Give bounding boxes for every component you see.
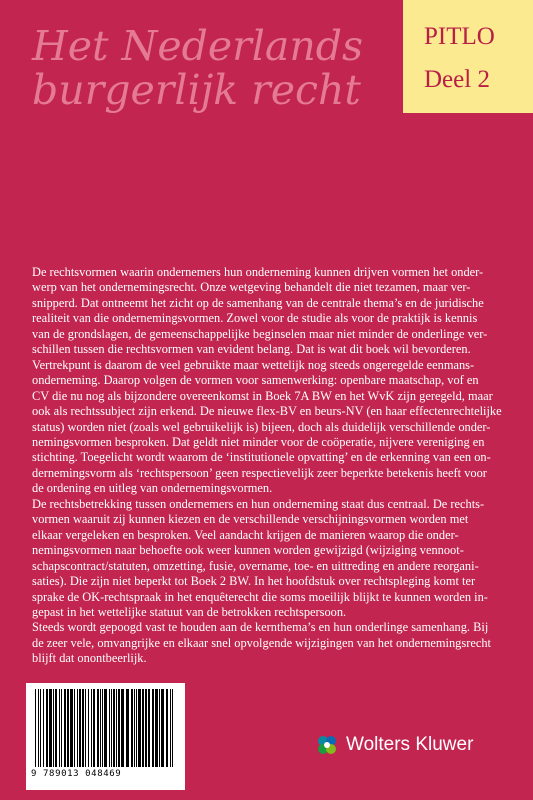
- barcode-bar: [118, 689, 120, 767]
- blurb-line: nemingsvormen naar behoefte ook weer kunnen worden gewijzigd (wijziging vennoot-: [32, 543, 464, 558]
- barcode-bar: [111, 689, 112, 767]
- barcode-bar: [166, 689, 168, 767]
- barcode-bar: [159, 689, 160, 767]
- isbn-number: 9 789013 048469: [31, 769, 122, 779]
- blurb-line: schillen tussen die rechtsvormen van evident belang. Dat is wat dit boek wil bevorderen.: [32, 342, 471, 357]
- barcode-bar: [148, 689, 150, 767]
- barcode-bar: [38, 689, 39, 767]
- blurb-line: saties). Die zijn niet beperkt tot Boek 2 BW. In het hoofdstuk over rechtspleging komt ter: [32, 574, 476, 589]
- barcode-bar: [155, 689, 158, 767]
- blurb-line: stichting. Toegelicht wordt waarom de ‘institutionele opvatting’ en de erkenning van een on-: [32, 450, 491, 465]
- publisher-name: Wolters Kluwer: [346, 734, 474, 755]
- barcode-bar: [104, 689, 107, 767]
- barcode-bar: [55, 689, 57, 767]
- barcode-bar: [64, 689, 66, 767]
- barcode-bar: [109, 689, 110, 767]
- blurb-line: blijft dat onontbeerlijk.: [32, 651, 147, 666]
- barcode-bar: [136, 689, 137, 767]
- wolters-kluwer-logo-icon: [315, 733, 339, 757]
- blurb-line: de ordening en uitleg van ondernemingsvormen.: [32, 481, 273, 496]
- barcode-bar: [113, 689, 115, 767]
- barcode-bar: [91, 689, 92, 767]
- barcode-bar: [138, 689, 141, 767]
- blurb-line: schapscontract/statuten, omzetting, fusie, overname, toe- en uittreding en andere reorgani-: [32, 558, 479, 573]
- blurb-line: CV die nu nog als bijzondere overeenkomst in Boek 7A BW en het WvK zijn geregeld, maar: [32, 388, 493, 403]
- blurb-line: werp van het ondernemingsrecht. Onze wetgeving behandelt die niet tezamen, maar ver-: [32, 280, 471, 295]
- series-name: PITLO: [424, 23, 495, 50]
- barcode-bar: [77, 689, 78, 767]
- series-label-box: [403, 0, 533, 113]
- barcode-bar: [67, 689, 69, 767]
- barcode-bar: [134, 689, 135, 767]
- book-title-line-2: burgerlijk recht: [32, 66, 361, 114]
- barcode-bar: [79, 689, 81, 767]
- book-title: [32, 24, 392, 112]
- barcode-bar: [70, 689, 73, 767]
- barcode-bar: [102, 689, 103, 767]
- blurb-line: onderneming. Daarop volgen de vormen voor samenwerking: openbare maatschap, vof en: [32, 373, 479, 388]
- book-title-line-1: Het Nederlands: [32, 22, 364, 70]
- blurb-line: sprake de OK-rechtspraak in het enquêterecht die soms moeilijk blijkt te kunnen worden in-: [32, 589, 488, 604]
- blurb-line: Steeds wordt gepoogd vast te houden aan de kernthema’s en hun onderlinge samenhang. Bij: [32, 620, 489, 635]
- barcode-bar: [53, 689, 54, 767]
- barcode-bar: [161, 689, 164, 767]
- barcode-bar: [126, 689, 129, 767]
- blurb-line: gepast in het wettelijke statuut van de betrokken rechtspersoon.: [32, 604, 347, 619]
- blurb-line: Vertrekpunt is daarom de veel gebruikte maar wettelijk nog steeds ongeregelde eenmans-: [32, 357, 475, 372]
- barcode-bar: [49, 689, 52, 767]
- barcode-area: [26, 683, 185, 790]
- blurb-line: ook als rechtssubject zijn erkend. De nieuwe flex-BV en beurs-NV (en haar effectenrechtelijke: [32, 404, 502, 419]
- barcode-bar: [61, 689, 62, 767]
- blurb-line: elkaar vergeleken en besproken. Veel aandacht krijgen de manieren waarop die onder-: [32, 527, 459, 542]
- blurb-line: status) worden niet (zoals wel gebruikelijk is) bijeen, doch als duidelijk verschillende onder-: [32, 419, 491, 434]
- barcode-bar: [97, 689, 99, 767]
- blurb-line: De rechtsvormen waarin ondernemers hun onderneming kunnen drijven vormen het onder-: [32, 265, 484, 279]
- barcode-image: [33, 689, 178, 769]
- barcode-bar: [131, 689, 133, 767]
- barcode-bar: [35, 689, 36, 767]
- barcode-bar: [145, 689, 147, 767]
- barcode-bar: [170, 689, 171, 767]
- blurb-line: De rechtsbetrekking tussen ondernemers en hun onderneming staat dus centraal. De rechts-: [32, 496, 485, 511]
- blurb-line: de zeer vele, omvangrijke en elkaar snel opvolgende wijzigingen van het ondernemingsrecht: [32, 635, 491, 650]
- barcode-bar: [142, 689, 144, 767]
- barcode-bar: [74, 689, 75, 767]
- part-number: Deel 2: [424, 66, 490, 93]
- blurb-line: vormen waaruit zij kunnen kiezen en de verschillende verschijningsvormen worden met: [32, 512, 469, 527]
- barcode-bar: [93, 689, 95, 767]
- barcode-bar: [85, 689, 86, 767]
- barcode-bar: [59, 689, 60, 767]
- publisher-brand: [315, 733, 473, 757]
- barcode-bar: [121, 689, 124, 767]
- blurb-line: van de grondslagen, de gemeenschappelijke beginselen maar niet minder de onderlinge ver-: [32, 326, 488, 341]
- blurb-line: realiteit van die ondernemingsvormen. Zowel voor de studie als voor de praktijk is kennis: [32, 311, 478, 326]
- barcode-bar: [46, 689, 48, 767]
- barcode-bar: [82, 689, 84, 767]
- barcode-bar: [172, 689, 173, 767]
- barcode-bar: [40, 689, 41, 767]
- barcode-bar: [43, 689, 44, 767]
- blurb-line: snipperd. Dat ontneemt het zicht op de samenhang van de centrale thema’s en de juridische: [32, 295, 484, 310]
- barcode-bar: [152, 689, 154, 767]
- back-cover-blurb: [32, 265, 506, 667]
- barcode-bar: [100, 689, 101, 767]
- barcode-bar: [116, 689, 117, 767]
- blurb-line: nemingsvormen besproken. Dat geldt niet minder voor de coöperatie, nijvere vereniging en: [32, 434, 485, 449]
- barcode-bar: [88, 689, 89, 767]
- blurb-line: dernemingsvorm als ‘rechtspersoon’ geen respectievelijk zeer beperkte betekenis heeft voor: [32, 465, 487, 480]
